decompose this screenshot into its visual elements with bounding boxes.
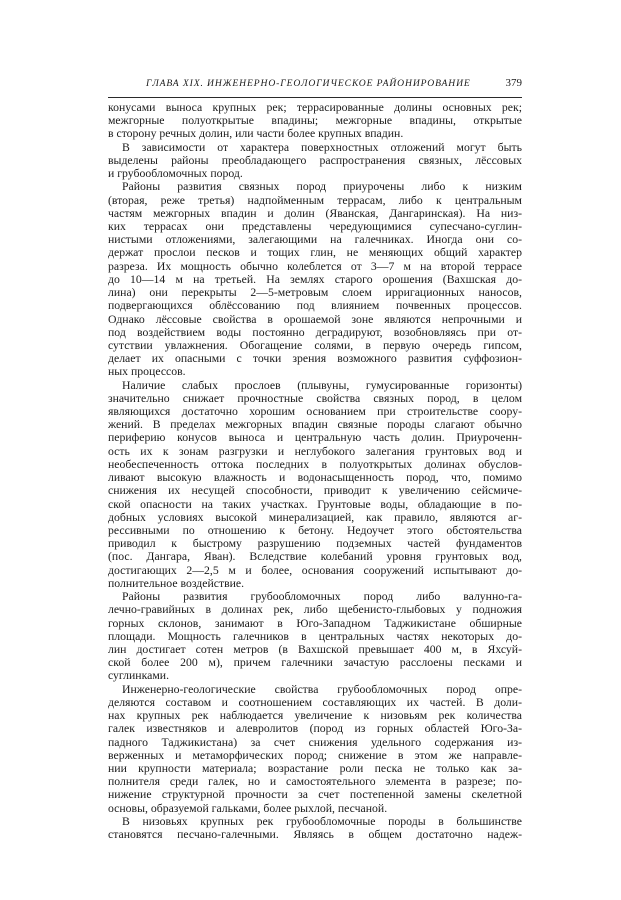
text-line: горных склонов, занимают в Юго-Западном Таджикистане обширные: [108, 616, 522, 630]
text-line: подвергающихся облёссованию под влиянием почвенных процессов.: [108, 299, 522, 313]
paragraph: [108, 590, 522, 683]
text-line: ость их к зонам разгрузки и неглубокого залегания грунтовых вод и: [108, 444, 522, 458]
text-line: Однако лёссовые свойства в орошаемой зоне являются непрочными и: [108, 312, 522, 326]
text-line: выделены районы преобладающего распространения связных, лёссовых: [108, 153, 522, 167]
paragraph: [108, 815, 522, 841]
text-line: и грубообломочных пород.: [108, 167, 243, 181]
text-line: падного Таджикистана) за счет снижения удельного содержания из-: [108, 735, 522, 749]
text-line: ных процессов.: [108, 365, 186, 379]
paragraph: [108, 141, 522, 181]
text-line: рессивными по отношению к бетону. Недоучет этого обстоятельства: [108, 524, 522, 537]
page-number: 379: [505, 77, 522, 89]
page-header: [108, 78, 522, 94]
text-line: необеспеченность оттока последних в полуоткрытых долинах обуслов-: [108, 457, 522, 471]
text-line: лин достигает сотен метров (в Вахшской превышает 400 м, в Яхсуй-: [108, 642, 522, 656]
text-line: добных условиях высокой минерализацией, как правило, являются аг-: [108, 510, 522, 524]
text-line: нах крупных рек наблюдается увеличение к низовьям рек количества: [108, 709, 522, 723]
text-line: держат прослои песков и тощих глин, не меняющих общий характер: [108, 246, 522, 260]
text-line: лина) они перекрыты 2—5-метровым слоем ирригационных наносов,: [108, 286, 522, 300]
text-line: приводил к быстрому разрушению подземных частей фундаментов: [108, 537, 522, 551]
text-line: верженных и метаморфических пород; снижение в этом же направле-: [108, 748, 522, 762]
running-head: ГЛАВА XIX. ИНЖЕНЕРНО-ГЕОЛОГИЧЕСКОЕ РАЙОНИРОВАНИЕ: [146, 78, 471, 89]
text-line: полнительное воздействие.: [108, 576, 245, 590]
text-line: нижение структурной прочности за счет постепенной замены скелетной: [108, 788, 522, 802]
text-line: (пос. Дангара, Яван). Вследствие колебаний уровня грунтовых вод,: [108, 550, 522, 564]
text-line: ких террасах они представлены чередующимися супесчано-суглин-: [108, 219, 522, 233]
text-line: нистыми отложениями, залегающими на галечниках. Иногда они со-: [108, 233, 522, 247]
text-line: межгорные полуоткрытые впадины; межгорные впадины, открытые: [108, 114, 522, 128]
text-line: делает их опасными с точки зрения возможного развития суффозион-: [108, 352, 522, 366]
paragraph: [108, 101, 522, 141]
paragraph: [108, 683, 522, 815]
text-line: до 10—14 м на третьей. На землях старого орошения (Вахшская до-: [108, 272, 522, 286]
text-line: жений. В пределах межгорных впадин связные породы слагают обычно: [108, 418, 522, 432]
text-line: Инженерно-геологические свойства грубообломочных пород опре-: [122, 682, 522, 696]
text-line: площади. Мощность галечников в центральных частях некоторых до-: [108, 629, 522, 643]
text-line: Районы развития грубообломочных пород либо валунно-га-: [122, 590, 522, 604]
text-line: сутствии увлажнения. Обогащение солями, в первую очередь гипсом,: [108, 338, 522, 352]
text-line: деляются составом и соотношением составляющих их частей. В доли-: [108, 695, 522, 709]
text-line: В низовьях крупных рек грубообломочные породы в большинстве: [122, 814, 522, 828]
text-line: В зависимости от характера поверхностных отложений могут быть: [122, 140, 522, 154]
text-line: ливают высокую влажность и водонасыщенность пород, что, помимо: [108, 471, 522, 485]
text-line: ской опасности на таких участках. Грунтовые воды, обладающие в по-: [108, 497, 522, 511]
text-line: ской более 200 м), причем галечники зачастую расслоены песками и: [108, 656, 522, 670]
text-line: галек известняков и алевролитов (пород из горных областей Юго-За-: [108, 722, 522, 736]
text-line: конусами выноса крупных рек; террасированные долины основных рек;: [108, 101, 522, 114]
text-line: суглинками.: [108, 669, 170, 683]
text-line: частям межгорных впадин и долин (Яванская, Дангаринская). На низ-: [108, 206, 522, 220]
text-line: полнителя среди галек, но и самостоятельного элемента в разрезе; по-: [108, 775, 522, 789]
text-line: снижения их несущей способности, приводит к увеличению сейсмиче-: [108, 484, 522, 498]
text-line: становятся песчано-галечными. Являясь в общем достаточно надеж-: [108, 828, 522, 842]
body-text: [108, 101, 522, 841]
text-line: (вторая, реже третья) надпойменным террасам, либо к центральным: [108, 193, 522, 207]
text-line: нии крупности материала; возрастание роли песка не только как за-: [108, 761, 522, 775]
text-line: Наличие слабых прослоев (плывуны, гумусированные горизонты): [122, 378, 522, 392]
header-rule: [108, 97, 522, 98]
text-line: под воздействием воды постоянно деградируют, возобновляясь при от-: [108, 325, 522, 339]
text-line: разреза. Их мощность обычно колеблется от 3—7 м на второй террасе: [108, 259, 522, 273]
text-line: периферию конусов выноса и центральную часть долин. Приуроченн-: [108, 431, 522, 445]
text-line: Районы развития связных пород приурочены либо к низким: [122, 180, 522, 194]
text-line: основы, образуемой гальками, более рыхлой, песчаной.: [108, 801, 388, 815]
text-line: лечно-гравийных в долинах рек, либо щебенисто-глыбовых у подножия: [108, 603, 522, 617]
text-line: в сторону речных долин, или части более крупных впадин.: [108, 127, 404, 141]
text-line: являющихся достаточно хорошим основанием при строительстве соору-: [108, 405, 522, 419]
text-line: значительно снижает прочностные свойства связных пород, в целом: [108, 391, 522, 405]
paragraph: [108, 180, 522, 378]
text-line: достигающих 2—2,5 м и более, основания сооружений испытывают до-: [108, 563, 522, 577]
paragraph: [108, 379, 522, 591]
